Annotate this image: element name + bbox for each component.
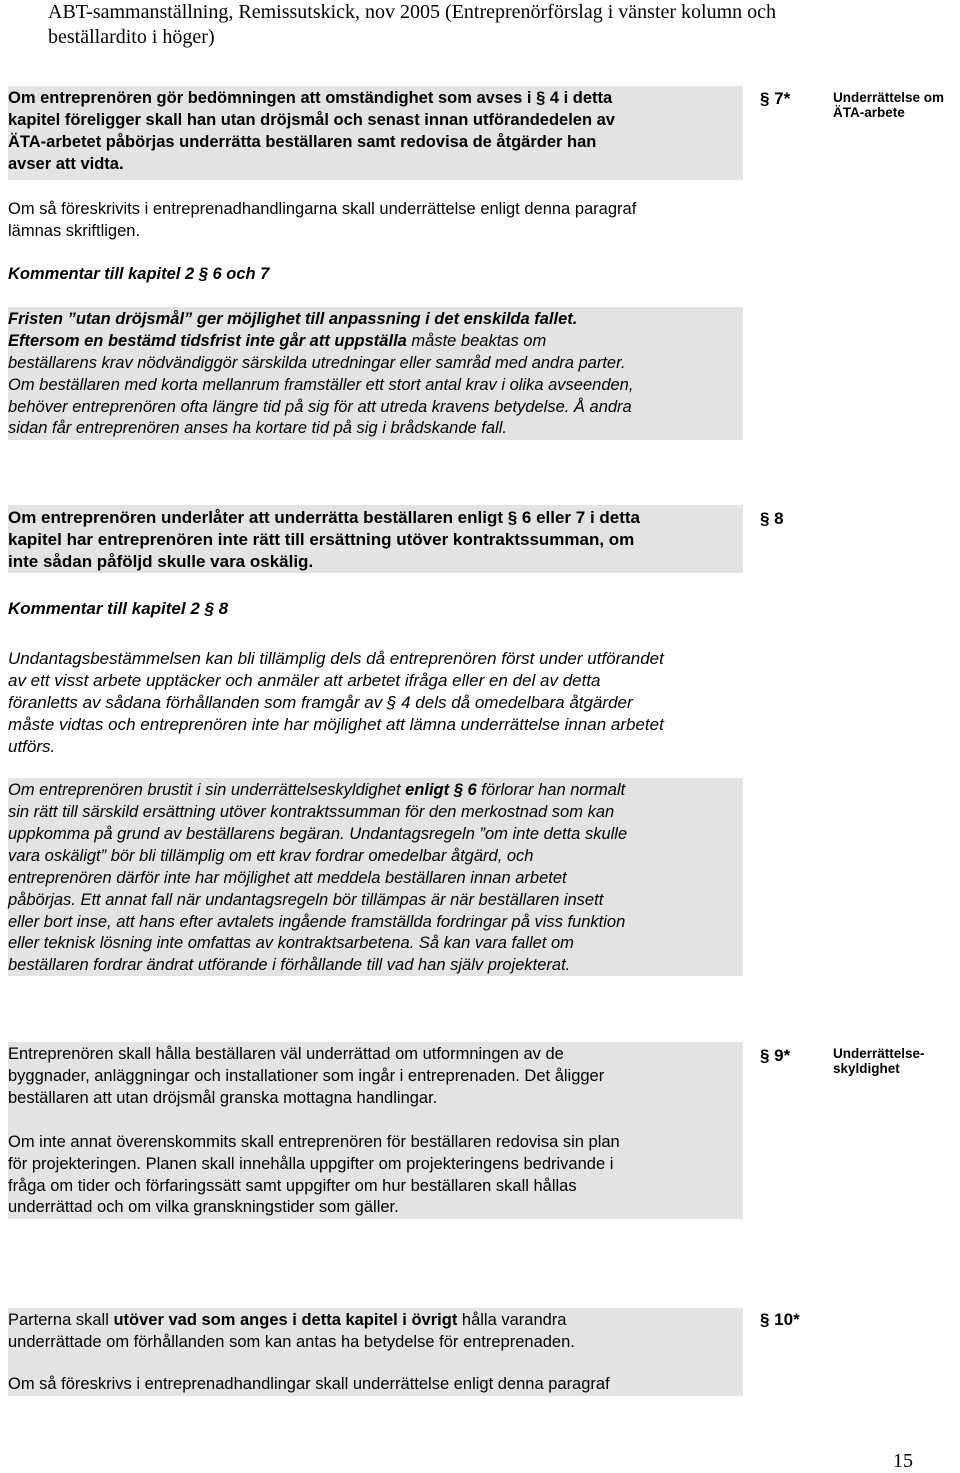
- sec7-comment-line: sidan får entreprenören anses ha kortare tid på sig i brådskande fall.: [8, 419, 507, 437]
- sec8-comment-heading: Kommentar till kapitel 2 § 8: [8, 599, 229, 618]
- sec8-comment-line: beställaren fordrar ändrat utförande i förhållande till vad han själv projekterat.: [8, 956, 571, 974]
- page-number: 15: [893, 1450, 913, 1472]
- sec8-comment-line1-post: förlorar han normalt: [476, 781, 626, 799]
- page-header: [48, 0, 928, 50]
- sec7-side-label: [833, 90, 944, 120]
- sec10-line4: Om så föreskrivs i entreprenadhandlingar skall underrättelse enligt denna paragraf: [8, 1375, 610, 1393]
- sec7-comment-line1: Fristen ”utan dröjsmål” ger möjlighet till anpassning i det enskilda fallet.: [8, 310, 578, 328]
- sec8-text-line: Undantagsbestämmelsen kan bli tillämplig dels då entreprenören först under utförandet: [8, 649, 664, 668]
- sec8-number: § 8: [760, 509, 784, 528]
- sec8-comment-line: uppkomma på grund av beställarens begäran. Undantagsregeln ”om inte detta skulle: [8, 825, 628, 843]
- sec7-provision-box: [8, 86, 743, 180]
- sec8-comment-box: [8, 778, 743, 976]
- sec7-side-label-line2: ÄTA-arbete: [833, 105, 905, 120]
- sec10-line1-post: hålla varandra: [457, 1311, 567, 1329]
- sec7-box-line: kapitel föreligger skall han utan dröjsmål och senast innan utförandedelen av: [8, 111, 615, 129]
- sec8-text-line: utförs.: [8, 737, 56, 756]
- sec9-box-line: fråga om tider och förfaringssätt samt uppgifter om hur beställaren skall hållas: [8, 1177, 577, 1195]
- sec9-side-label-line1: Underrättelse-: [833, 1046, 925, 1061]
- sec8-box-line: kapitel har entreprenören inte rätt till ersättning utöver kontraktssumman, om: [8, 530, 635, 549]
- sec10-line1-pre: Parterna skall: [8, 1311, 114, 1329]
- sec10-line1: [8, 1310, 566, 1332]
- sec7-number: § 7*: [760, 89, 791, 108]
- sec7-text-line: Om så föreskrivits i entreprenadhandlingarna skall underrättelse enligt denna paragraf: [8, 200, 637, 218]
- sec8-box-line: Om entreprenören underlåter att underrätta beställaren enligt § 6 eller 7 i detta: [8, 508, 641, 527]
- sec10-provision-box: [8, 1308, 743, 1396]
- sec8-provision-box: [8, 505, 743, 573]
- sec9-box-line: beställaren att utan dröjsmål granska mottagna handlingar.: [8, 1089, 438, 1107]
- sec7-comment-line: Om beställaren med korta mellanrum framställer ett stort antal krav i olika avseenden,: [8, 376, 634, 394]
- sec7-side-label-line1: Underrättelse om: [833, 90, 945, 105]
- sec9-box-line: Entreprenören skall hålla beställaren väl underrättad om utformningen av de: [8, 1045, 564, 1063]
- sec8-comment-line: sin rätt till särskild ersättning utöver kontraktssumman för den merkostnad som kan: [8, 803, 615, 821]
- sec8-comment-line1-pre: Om entreprenören brustit i sin underrättelseskyldighet: [8, 781, 406, 799]
- sec8-comment-line1: [8, 780, 625, 802]
- sec8-text-line: föranletts av sådana förhållanden som framgår av § 4 dels då omedelbara åtgärder: [8, 693, 633, 712]
- sec9-box-line: Om inte annat överenskommits skall entreprenören för beställaren redovisa sin plan: [8, 1133, 620, 1151]
- sec7-comment-line2-bold: Eftersom en bestämd tidsfrist inte går att uppställa: [8, 332, 407, 350]
- sec8-box-line: inte sådan påföljd skulle vara oskälig.: [8, 552, 314, 571]
- sec8-comment-line: eller bort inse, att hans efter avtalets ingående framställda fordringar på viss funktion: [8, 913, 626, 931]
- sec10-line2: underrättade om förhållanden som kan antas ha betydelse för entreprenaden.: [8, 1333, 575, 1351]
- sec9-side-label: [833, 1046, 925, 1076]
- sec7-comment-line: behöver entreprenören ofta längre tid på sig för att utreda kravens betydelse. Å andra: [8, 398, 632, 416]
- sec9-box-line: underrättad och om vilka granskningstider som gäller.: [8, 1198, 399, 1216]
- sec8-comment-line1-bold: enligt § 6: [405, 781, 477, 799]
- sec7-comment-heading: Kommentar till kapitel 2 § 6 och 7: [8, 265, 270, 283]
- sec8-text-line: av ett visst arbete upptäcker och anmäler att arbetet ifråga eller en del av detta: [8, 671, 601, 690]
- sec7-box-line: Om entreprenören gör bedömningen att omständighet som avses i § 4 i detta: [8, 89, 613, 107]
- sec7-box-line: ÄTA-arbetet påbörjas underrätta beställaren samt redovisa de åtgärder han: [8, 133, 597, 151]
- sec10-line1-bold: utöver vad som anges i detta kapitel i övrigt: [113, 1311, 458, 1329]
- sec9-side-label-line2: skyldighet: [833, 1061, 900, 1076]
- sec8-text-line: måste vidtas och entreprenören inte har möjlighet att lämna underrättelse innan arbetet: [8, 715, 664, 734]
- sec8-comment-line: entreprenören därför inte har möjlighet att meddela beställaren innan arbetet: [8, 869, 567, 887]
- sec10-number: § 10*: [760, 1310, 800, 1329]
- sec8-comment-line: vara oskäligt” bör bli tillämplig om ett krav fordrar omedelbar åtgärd, och: [8, 847, 534, 865]
- sec8-comment-line: påbörjas. Ett annat fall när undantagsregeln bör tillämpas är när beställaren insett: [8, 891, 604, 909]
- sec9-number: § 9*: [760, 1046, 791, 1065]
- sec9-provision-box: [8, 1042, 743, 1219]
- sec7-text-line: lämnas skriftligen.: [8, 222, 141, 240]
- sec7-comment-line: beställarens krav nödvändiggör särskilda utredningar eller samråd med andra parter.: [8, 354, 626, 372]
- sec9-box-line: för projekteringen. Planen skall innehålla uppgifter om projekteringens bedrivande i: [8, 1155, 614, 1173]
- sec7-box-line: avser att vidta.: [8, 155, 124, 173]
- sec7-comment-line2-rest: måste beaktas om: [406, 332, 547, 350]
- header-title-line2: beställardito i höger): [48, 26, 215, 48]
- header-title-line1: ABT-sammanställning, Remissutskick, nov 2005 (Entreprenörförslag i vänster kolumn och: [48, 1, 777, 23]
- sec8-comment-line: eller teknisk lösning inte omfattas av kontraktsarbetena. Så kan vara fallet om: [8, 934, 574, 952]
- sec7-comment-line2: [8, 331, 546, 353]
- sec7-comment-box: [8, 307, 743, 440]
- sec9-box-line: byggnader, anläggningar och installationer som ingår i entreprenaden. Det åligger: [8, 1067, 605, 1085]
